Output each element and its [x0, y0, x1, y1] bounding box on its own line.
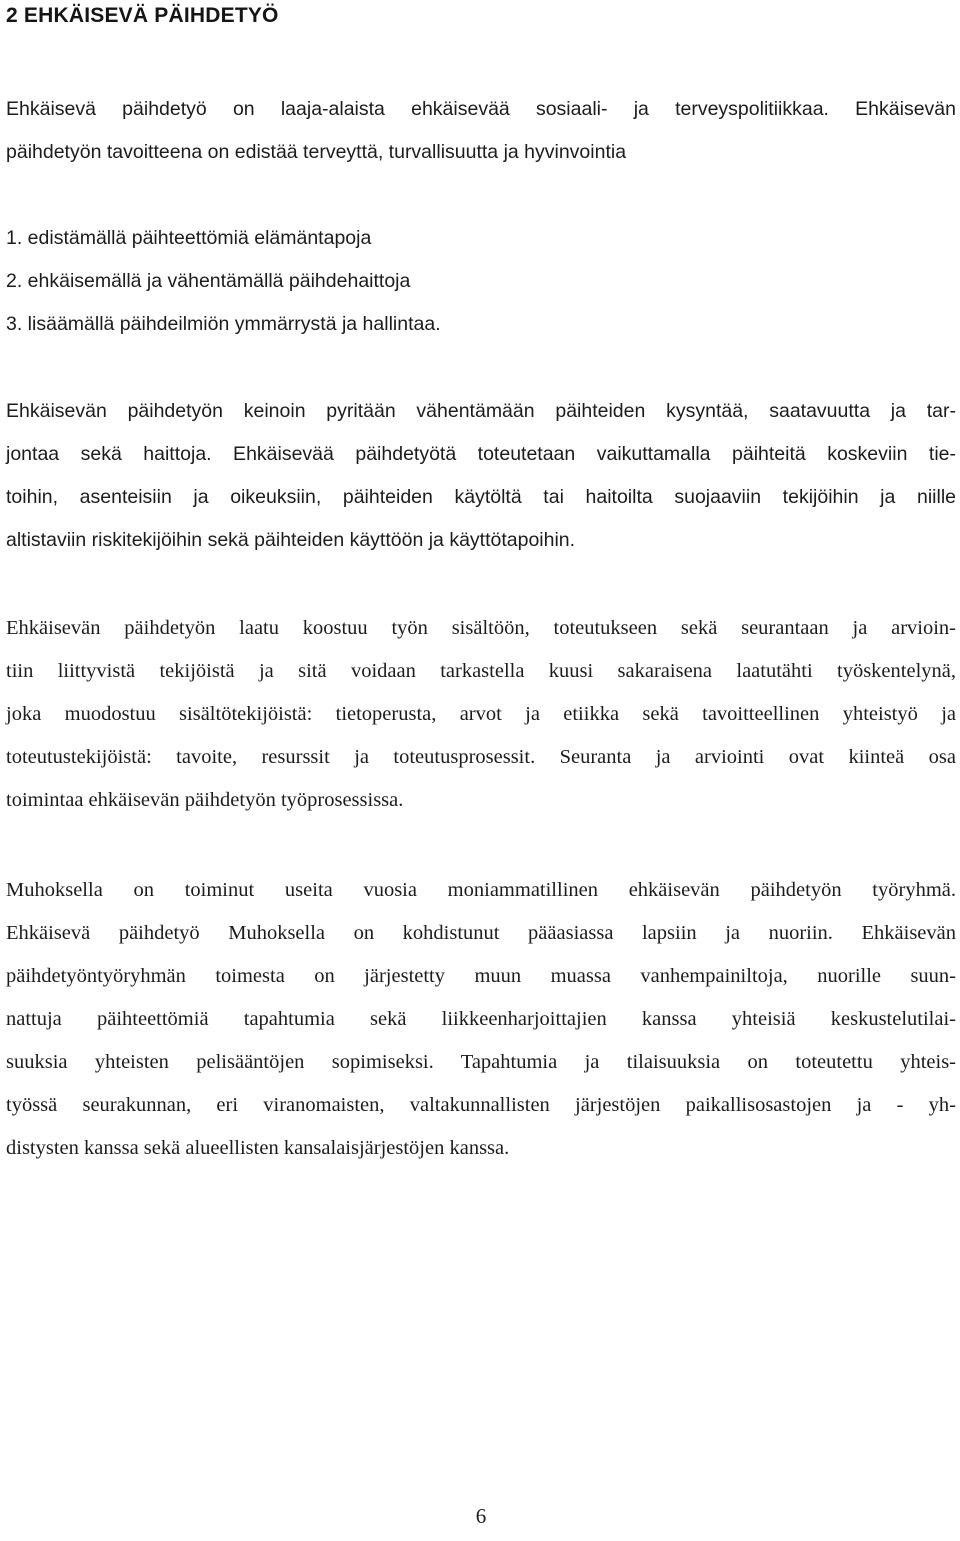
paragraph-line: tiin liittyvistä tekijöistä ja sitä voidaan tarkastella kuusi sakaraisena laatutähti työskentelynä, [6, 660, 956, 682]
paragraph-line: toihin, asenteisiin ja oikeuksiin, päihteiden käytöltä tai haitoilta suojaaviin tekijöihin ja niille [6, 486, 956, 508]
paragraph-line: altistaviin riskitekijöihin sekä päihteiden käyttöön ja käyttötapoihin. [6, 529, 576, 551]
paragraph-line: päihdetyön tavoitteena on edistää terveyttä, turvallisuutta ja hyvinvointia [6, 141, 627, 163]
paragraph-line: distysten kanssa sekä alueellisten kansalaisjärjestöjen kanssa. [6, 1137, 510, 1159]
quality-paragraph [6, 607, 956, 822]
paragraph-line: jontaa sekä haittoja. Ehkäisevää päihdetyötä toteutetaan vaikuttamalla päihteitä koskeviin tie- [6, 443, 956, 465]
page-number: 6 [475, 1504, 487, 1528]
paragraph-line: toteutustekijöistä: tavoite, resurssit ja toteutusprosessit. Seuranta ja arviointi ovat kiinteä osa [6, 746, 956, 768]
goals-list [6, 217, 956, 346]
intro-paragraph [6, 88, 956, 174]
paragraph-line: suuksia yhteisten pelisääntöjen sopimiseksi. Tapahtumia ja tilaisuuksia on toteutettu yhteis- [6, 1051, 956, 1073]
muhos-paragraph [6, 869, 956, 1170]
paragraph-line: työssä seurakunnan, eri viranomaisten, valtakunnallisten järjestöjen paikallisosastojen ja - yh- [6, 1094, 956, 1116]
list-item: 1. edistämällä päihteettömiä elämäntapoja [6, 227, 372, 249]
document-page [6, 0, 956, 1541]
section-heading: 2 EHKÄISEVÄ PÄIHDETYÖ [6, 4, 279, 27]
methods-paragraph [6, 390, 956, 562]
paragraph-line: joka muodostuu sisältötekijöistä: tietoperusta, arvot ja etiikka sekä tavoitteellinen yhteistyö ja [6, 703, 956, 725]
paragraph-line: Muhoksella on toiminut useita vuosia moniammatillinen ehkäisevän päihdetyön työryhmä. [6, 879, 956, 901]
paragraph-line: Ehkäisevän päihdetyön laatu koostuu työn sisältöön, toteutukseen sekä seurantaan ja arvioin- [6, 617, 956, 639]
paragraph-line: nattuja päihteettömiä tapahtumia sekä liikkeenharjoittajien kanssa yhteisiä keskustelutilai- [6, 1008, 956, 1030]
list-item: 2. ehkäisemällä ja vähentämällä päihdehaittoja [6, 270, 411, 292]
paragraph-line: Ehkäisevä päihdetyö Muhoksella on kohdistunut pääasiassa lapsiin ja nuoriin. Ehkäisevän [6, 922, 956, 944]
paragraph-line: Ehkäisevän päihdetyön keinoin pyritään vähentämään päihteiden kysyntää, saatavuutta ja tar- [6, 400, 956, 422]
list-item: 3. lisäämällä päihdeilmiön ymmärrystä ja hallintaa. [6, 313, 441, 335]
paragraph-line: Ehkäisevä päihdetyö on laaja-alaista ehkäisevää sosiaali- ja terveyspolitiikkaa. Ehkäisevän [6, 98, 956, 120]
paragraph-line: päihdetyöntyöryhmän toimesta on järjestetty muun muassa vanhempainiltoja, nuorille suun- [6, 965, 956, 987]
paragraph-line: toimintaa ehkäisevän päihdetyön työprosessissa. [6, 789, 404, 811]
